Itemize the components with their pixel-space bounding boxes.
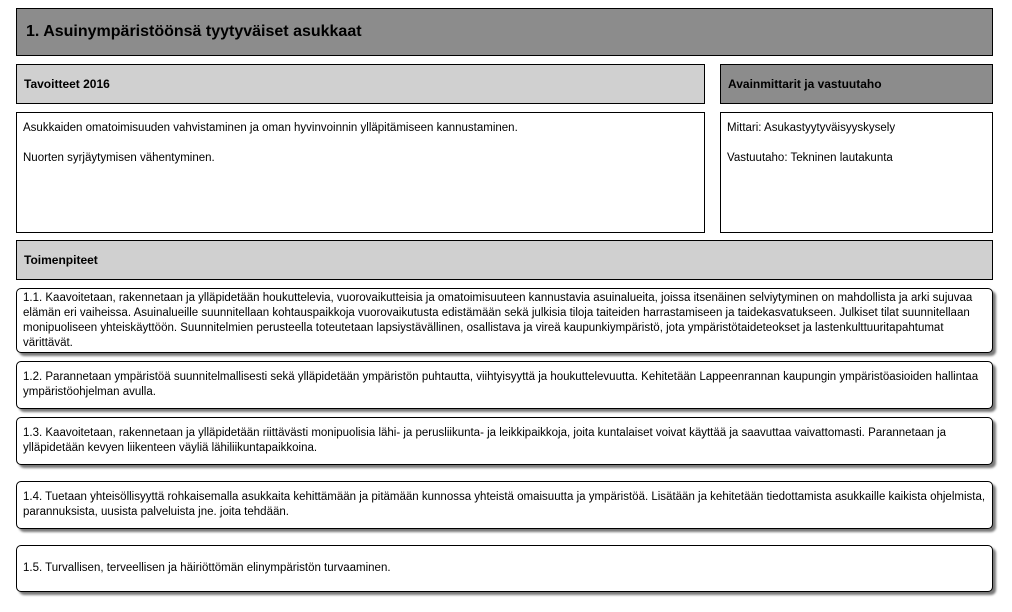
action-item — [16, 545, 993, 592]
action-item-text: 1.2. Parannetaan ympäristöä suunnitelmallisesti sekä ylläpidetään ympäristön puhtautta, viihtyisyyttä ja houkuttelevuutta. Kehitetään Lappeenrannan kaupungin ympäristöasioiden hallintaa ympäristöohjelman avulla. — [23, 371, 979, 398]
action-item — [16, 481, 993, 529]
goals-header-text: Tavoitteet 2016 — [24, 77, 110, 91]
action-item-text: 1.3. Kaavoitetaan, rakennetaan ja ylläpidetään riittävästi monipuolisia lähi- ja perusliikunta- ja leikkipaikkoja, joita kuntalaiset voivat käyttää ja saavuttaa vaivattomasti. Parannetaan ja ylläpidetään kevyen liikenteen väyliä lähiliikuntapaikkoina. — [23, 427, 947, 454]
page-title — [16, 8, 993, 56]
actions-header — [16, 240, 993, 280]
goal-item: Nuorten syrjäytymisen vähentyminen. — [23, 152, 215, 164]
goal-item: Asukkaiden omatoimisuuden vahvistaminen ja oman hyvinvoinnin ylläpitämiseen kannustaminen. — [23, 122, 518, 134]
goals-panel — [16, 112, 705, 233]
metric-item: Mittari: Asukastyytyväisyyskysely — [727, 122, 896, 134]
action-item-text: 1.5. Turvallisen, terveellisen ja häiriöttömän elinympäristön turvaaminen. — [23, 562, 391, 574]
metrics-panel — [720, 112, 993, 233]
action-item — [16, 288, 993, 353]
action-item — [16, 417, 993, 465]
goals-header — [16, 64, 705, 104]
responsible-item: Vastuutaho: Tekninen lautakunta — [727, 152, 893, 164]
metrics-header — [720, 64, 993, 104]
metrics-header-text: Avainmittarit ja vastuutaho — [728, 77, 882, 91]
actions-header-text: Toimenpiteet — [24, 253, 98, 267]
action-item — [16, 361, 993, 409]
page-title-text: 1. Asuinympäristöönsä tyytyväiset asukkaat — [26, 23, 362, 40]
action-item-text: 1.1. Kaavoitetaan, rakennetaan ja ylläpidetään houkuttelevia, vuorovaikutteisia ja omatoimisuuteen kannustavia asuinalueita, joissa itsenäinen selviytyminen on mahdollista ja arki sujuvaa elämän eri vaiheissa. Asuinalueille suunnitellaan kohtauspaikkoja vuorovaikutusta edistämään sekä julkisia tiloja taiteiden harrastamiseen ja taidekasvatukseen. Julkiset tilat suunnitellaan monipuoliseen yhteiskäyttöön. Suunnitelmien perusteella toteutetaan lapsiystävällinen, osallistava ja vireä kaupunkiympäristö, jota ympäristötaideteokset ja lastenkulttuuritapahtumat värittävät. — [23, 291, 973, 349]
action-item-text: 1.4. Tuetaan yhteisöllisyyttä rohkaisemalla asukkaita kehittämään ja pitämään kunnossa yhteistä omaisuutta ja ympäristöä. Lisätään ja kehitetään tiedottamista asukkaille kaikista ohjelmista, parannuksista, uusista palveluista jne. joita tehdään. — [23, 491, 986, 518]
